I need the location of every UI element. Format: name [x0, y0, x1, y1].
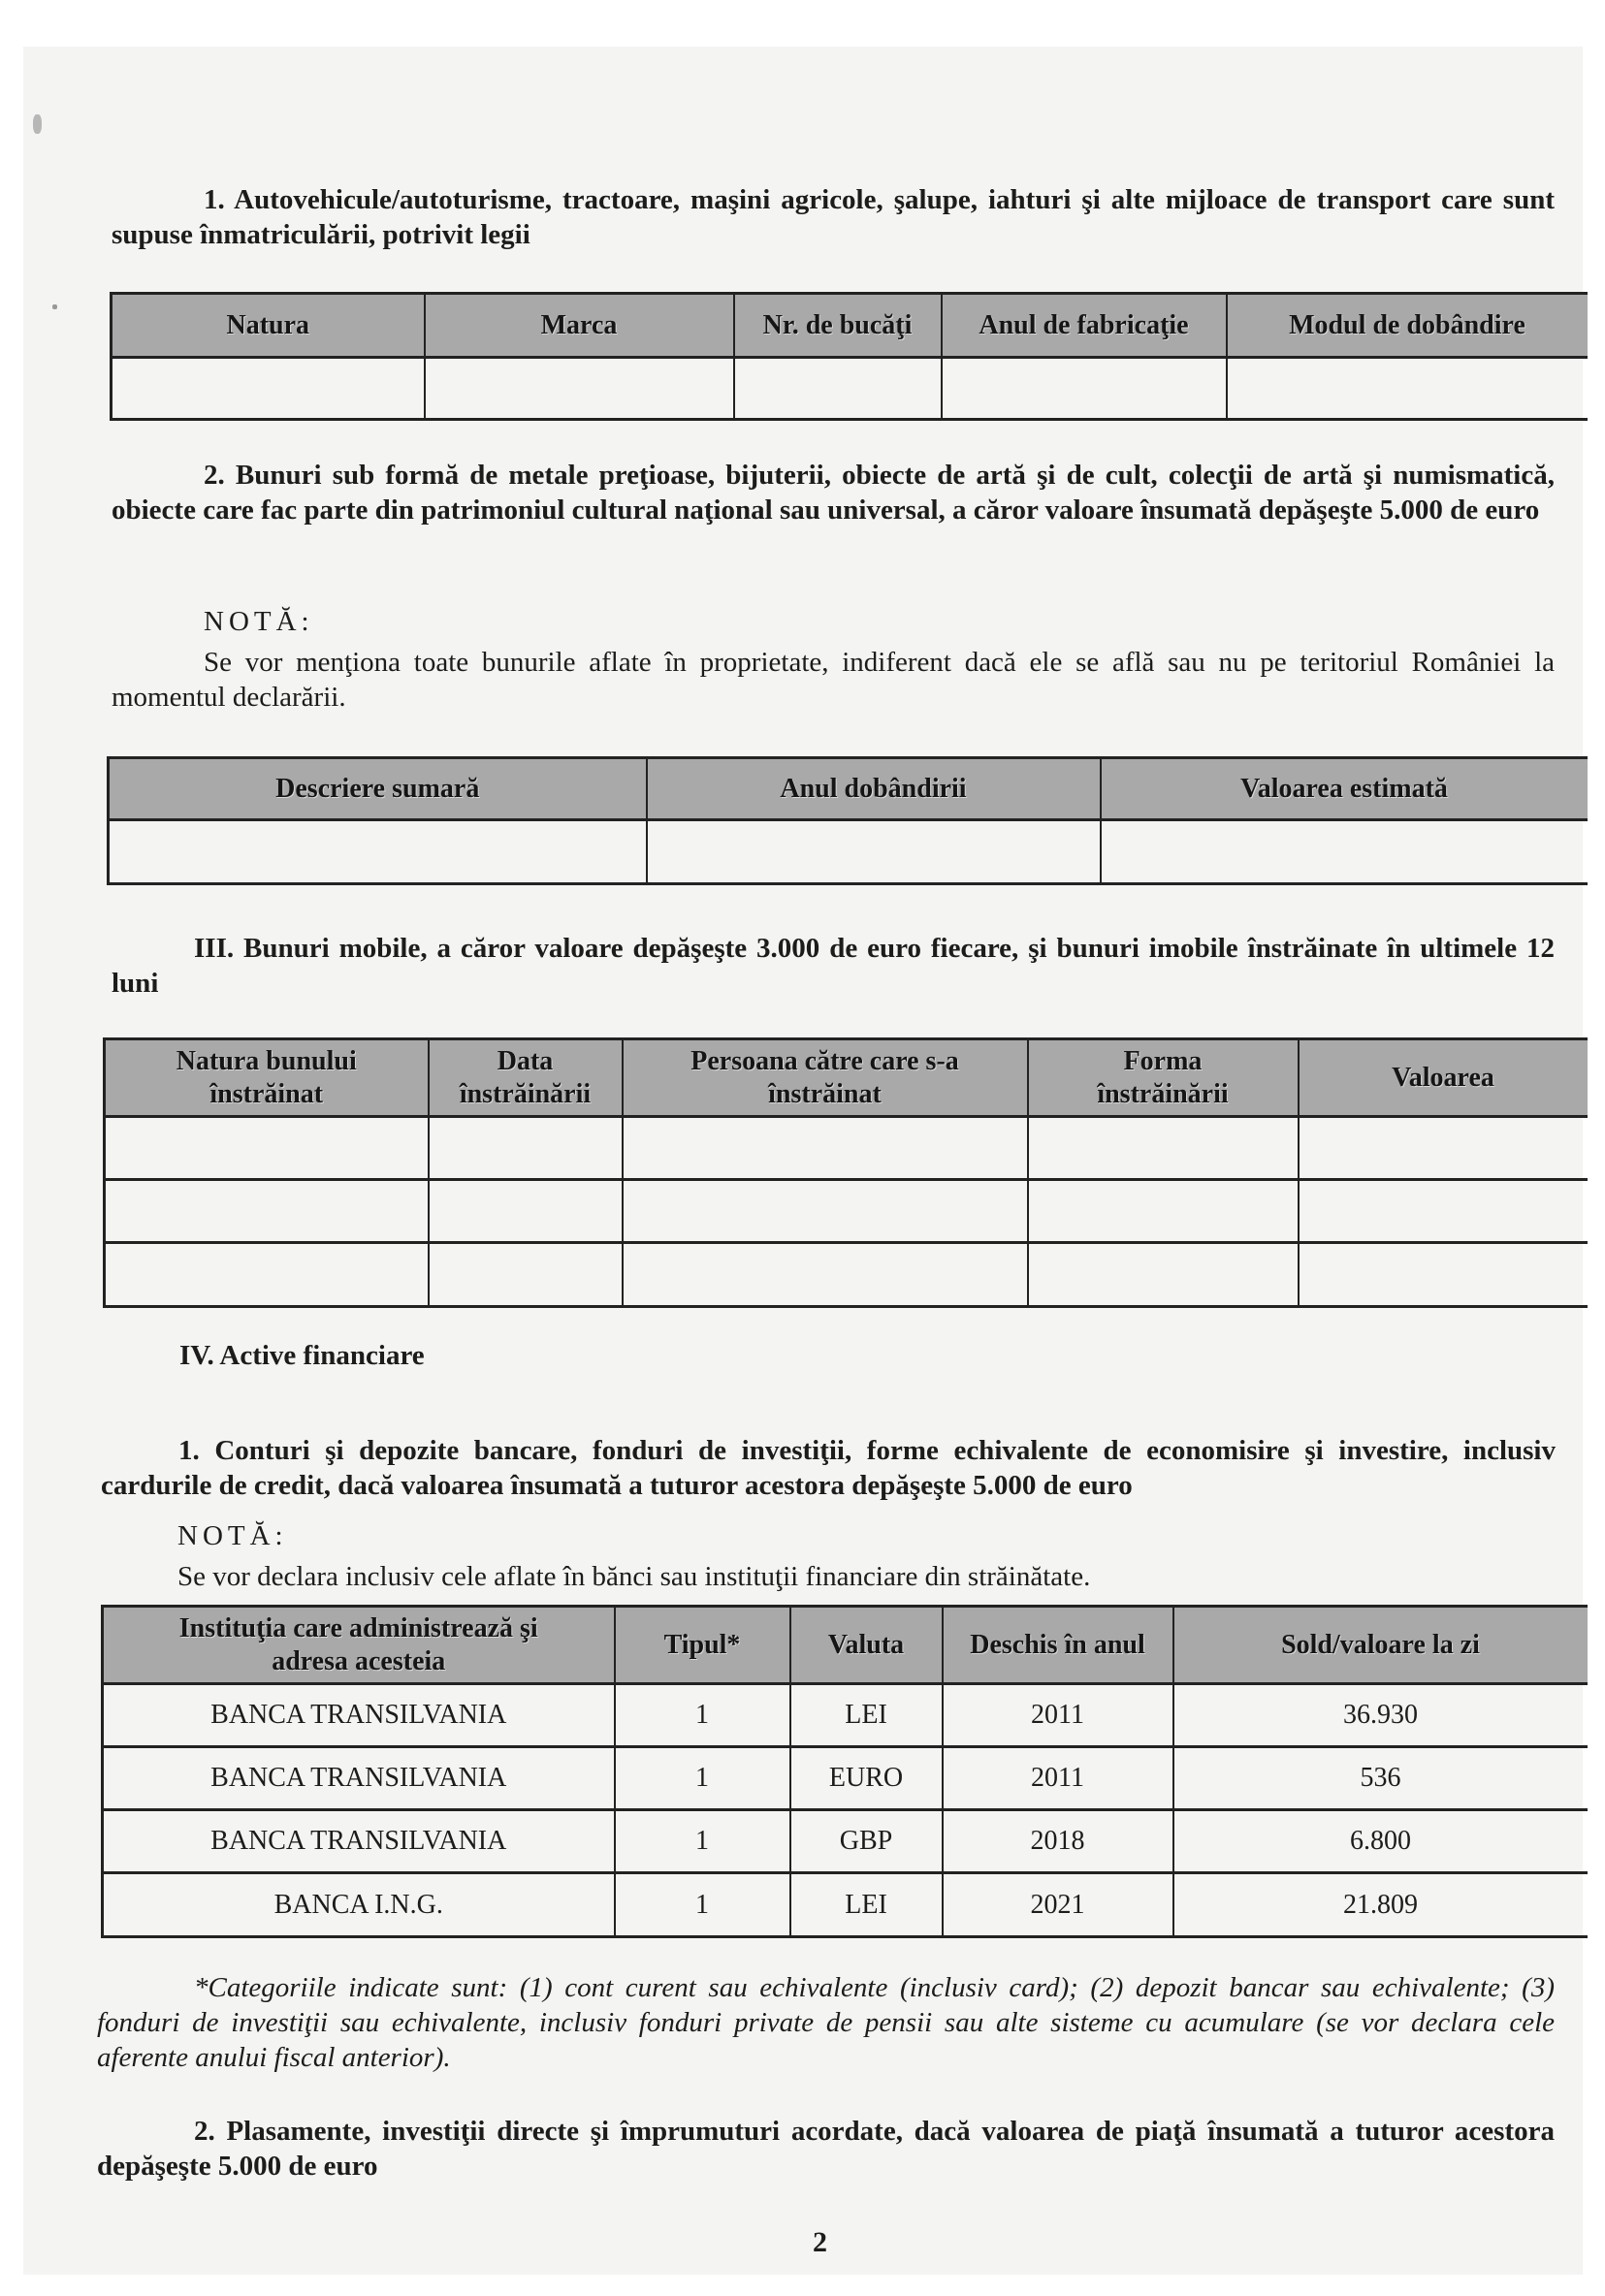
col-header-persoana: Persoana către care s-a înstrăinat	[623, 1039, 1028, 1117]
note-text: Se vor menţiona toate bunurile aflate în proprietate, indiferent dacă ele se află sau nu pe teritoriul României la momentul declarării.	[112, 647, 1555, 713]
table-cell[interactable]	[109, 820, 647, 884]
table-cell[interactable]	[623, 1243, 1028, 1307]
currency-cell: GBP	[790, 1810, 943, 1873]
section-financial-heading: 1. Conturi şi depozite bancare, fonduri de investiţii, forme echivalente de economisire şi investire, inclusiv cardurile de credit, dacă valoarea însumată a tuturor acestora depăşeşte 5.000 de euro	[101, 1435, 1556, 1501]
col-header-valuta: Valuta	[790, 1607, 943, 1684]
balance-cell: 36.930	[1173, 1684, 1588, 1747]
table-row	[105, 1180, 1588, 1243]
table-row	[103, 1684, 1588, 1747]
table-cell[interactable]	[1028, 1180, 1299, 1243]
currency-cell: EURO	[790, 1747, 943, 1810]
currency-cell: LEI	[790, 1873, 943, 1937]
bank-accounts-table	[101, 1605, 1588, 1938]
col-header-institutia: Instituţia care administrează şi adresa acesteia	[103, 1607, 615, 1684]
section-vehicles-heading: 1. Autovehicule/autoturisme, tractoare, maşini agricole, şalupe, iahturi şi alte mijloace de transport care sunt supuse înmatriculării, potrivit legii	[112, 184, 1555, 250]
table-cell[interactable]	[1028, 1243, 1299, 1307]
table-cell[interactable]	[429, 1117, 623, 1180]
table-cell[interactable]	[425, 358, 734, 420]
table-cell[interactable]	[105, 1180, 429, 1243]
table-cell[interactable]	[623, 1180, 1028, 1243]
section-financial-title: IV. Active financiare	[179, 1340, 425, 1371]
col-header-natura: Natura	[112, 294, 425, 358]
table-cell[interactable]	[942, 358, 1227, 420]
section-alienated-heading: III. Bunuri mobile, a căror valoare depăşeşte 3.000 de euro fiecare, şi bunuri imobile înstrăinate în ultimele 12 luni	[112, 933, 1555, 999]
scan-dot-mark	[52, 304, 57, 309]
scan-smudge-mark	[33, 114, 42, 134]
type-cell: 1	[615, 1684, 790, 1747]
table-row	[112, 358, 1588, 420]
table-cell[interactable]	[1299, 1180, 1588, 1243]
note-label: NOTĂ:	[204, 606, 314, 637]
table-row	[109, 820, 1588, 884]
col-header-natura-bunului: Natura bunului înstrăinat	[105, 1039, 429, 1117]
table-cell[interactable]	[623, 1117, 1028, 1180]
type-cell: 1	[615, 1747, 790, 1810]
vehicles-table	[110, 292, 1588, 421]
balance-cell: 6.800	[1173, 1810, 1588, 1873]
institution-cell: BANCA TRANSILVANIA	[103, 1747, 615, 1810]
col-header-data-instrainarii: Data înstrăinării	[429, 1039, 623, 1117]
section-valuables-heading: 2. Bunuri sub formă de metale preţioase, bijuterii, obiecte de artă şi de cult, colecţii de artă şi numismatică, obiecte care fac parte din patrimoniul cultural naţional sau universal, a căror valoare însumată depăşeşte 5.000 de euro	[112, 460, 1555, 526]
table-cell[interactable]	[647, 820, 1101, 884]
col-header-anul-fabricatie: Anul de fabricaţie	[942, 294, 1227, 358]
account-type-footnote: *Categoriile indicate sunt: (1) cont curent sau echivalente (inclusiv card); (2) depozit bancar sau echivalente; (3) fonduri de investiţii sau echivalente, inclusiv fonduri private de pensii sau alte sisteme cu acumulare (se vor declara cele aferente anului fiscal anterior).	[97, 1972, 1555, 2073]
col-header-forma-instrainarii: Forma înstrăinării	[1028, 1039, 1299, 1117]
col-header-nr-bucati: Nr. de bucăţi	[734, 294, 942, 358]
opened-year-cell: 2021	[943, 1873, 1173, 1937]
opened-year-cell: 2018	[943, 1810, 1173, 1873]
col-header-valoarea: Valoarea	[1299, 1039, 1588, 1117]
table-row	[103, 1810, 1588, 1873]
table-row	[103, 1873, 1588, 1937]
table-cell[interactable]	[1299, 1117, 1588, 1180]
table-cell[interactable]	[1299, 1243, 1588, 1307]
institution-cell: BANCA TRANSILVANIA	[103, 1810, 615, 1873]
table-cell[interactable]	[429, 1180, 623, 1243]
table-cell[interactable]	[105, 1117, 429, 1180]
table-cell[interactable]	[112, 358, 425, 420]
table-cell[interactable]	[429, 1243, 623, 1307]
type-cell: 1	[615, 1873, 790, 1937]
institution-cell: BANCA TRANSILVANIA	[103, 1684, 615, 1747]
col-header-tipul: Tipul*	[615, 1607, 790, 1684]
balance-cell: 536	[1173, 1747, 1588, 1810]
note-text: Se vor declara inclusiv cele aflate în bănci sau instituţii financiare din străinătate.	[177, 1561, 1091, 1592]
table-cell[interactable]	[1028, 1117, 1299, 1180]
col-header-modul-dobandire: Modul de dobândire	[1227, 294, 1588, 358]
investments-heading: 2. Plasamente, investiţii directe şi împrumuturi acordate, dacă valoarea de piaţă însumată a tuturor acestora depăşeşte 5.000 de euro	[97, 2116, 1555, 2182]
col-header-sold: Sold/valoare la zi	[1173, 1607, 1588, 1684]
opened-year-cell: 2011	[943, 1684, 1173, 1747]
table-row	[105, 1117, 1588, 1180]
type-cell: 1	[615, 1810, 790, 1873]
col-header-anul-dobandirii: Anul dobândirii	[647, 758, 1101, 820]
table-cell[interactable]	[1101, 820, 1588, 884]
opened-year-cell: 2011	[943, 1747, 1173, 1810]
note-label: NOTĂ:	[177, 1520, 288, 1551]
col-header-deschis-in-anul: Deschis în anul	[943, 1607, 1173, 1684]
col-header-descriere: Descriere sumară	[109, 758, 647, 820]
institution-cell: BANCA I.N.G.	[103, 1873, 615, 1937]
table-cell[interactable]	[1227, 358, 1588, 420]
table-row	[103, 1747, 1588, 1810]
col-header-marca: Marca	[425, 294, 734, 358]
table-row	[105, 1243, 1588, 1307]
page-number: 2	[813, 2226, 827, 2258]
currency-cell: LEI	[790, 1684, 943, 1747]
alienated-table	[103, 1037, 1588, 1308]
table-cell[interactable]	[734, 358, 942, 420]
col-header-valoarea-estimata: Valoarea estimată	[1101, 758, 1588, 820]
table-cell[interactable]	[105, 1243, 429, 1307]
valuables-table	[107, 756, 1588, 885]
balance-cell: 21.809	[1173, 1873, 1588, 1937]
